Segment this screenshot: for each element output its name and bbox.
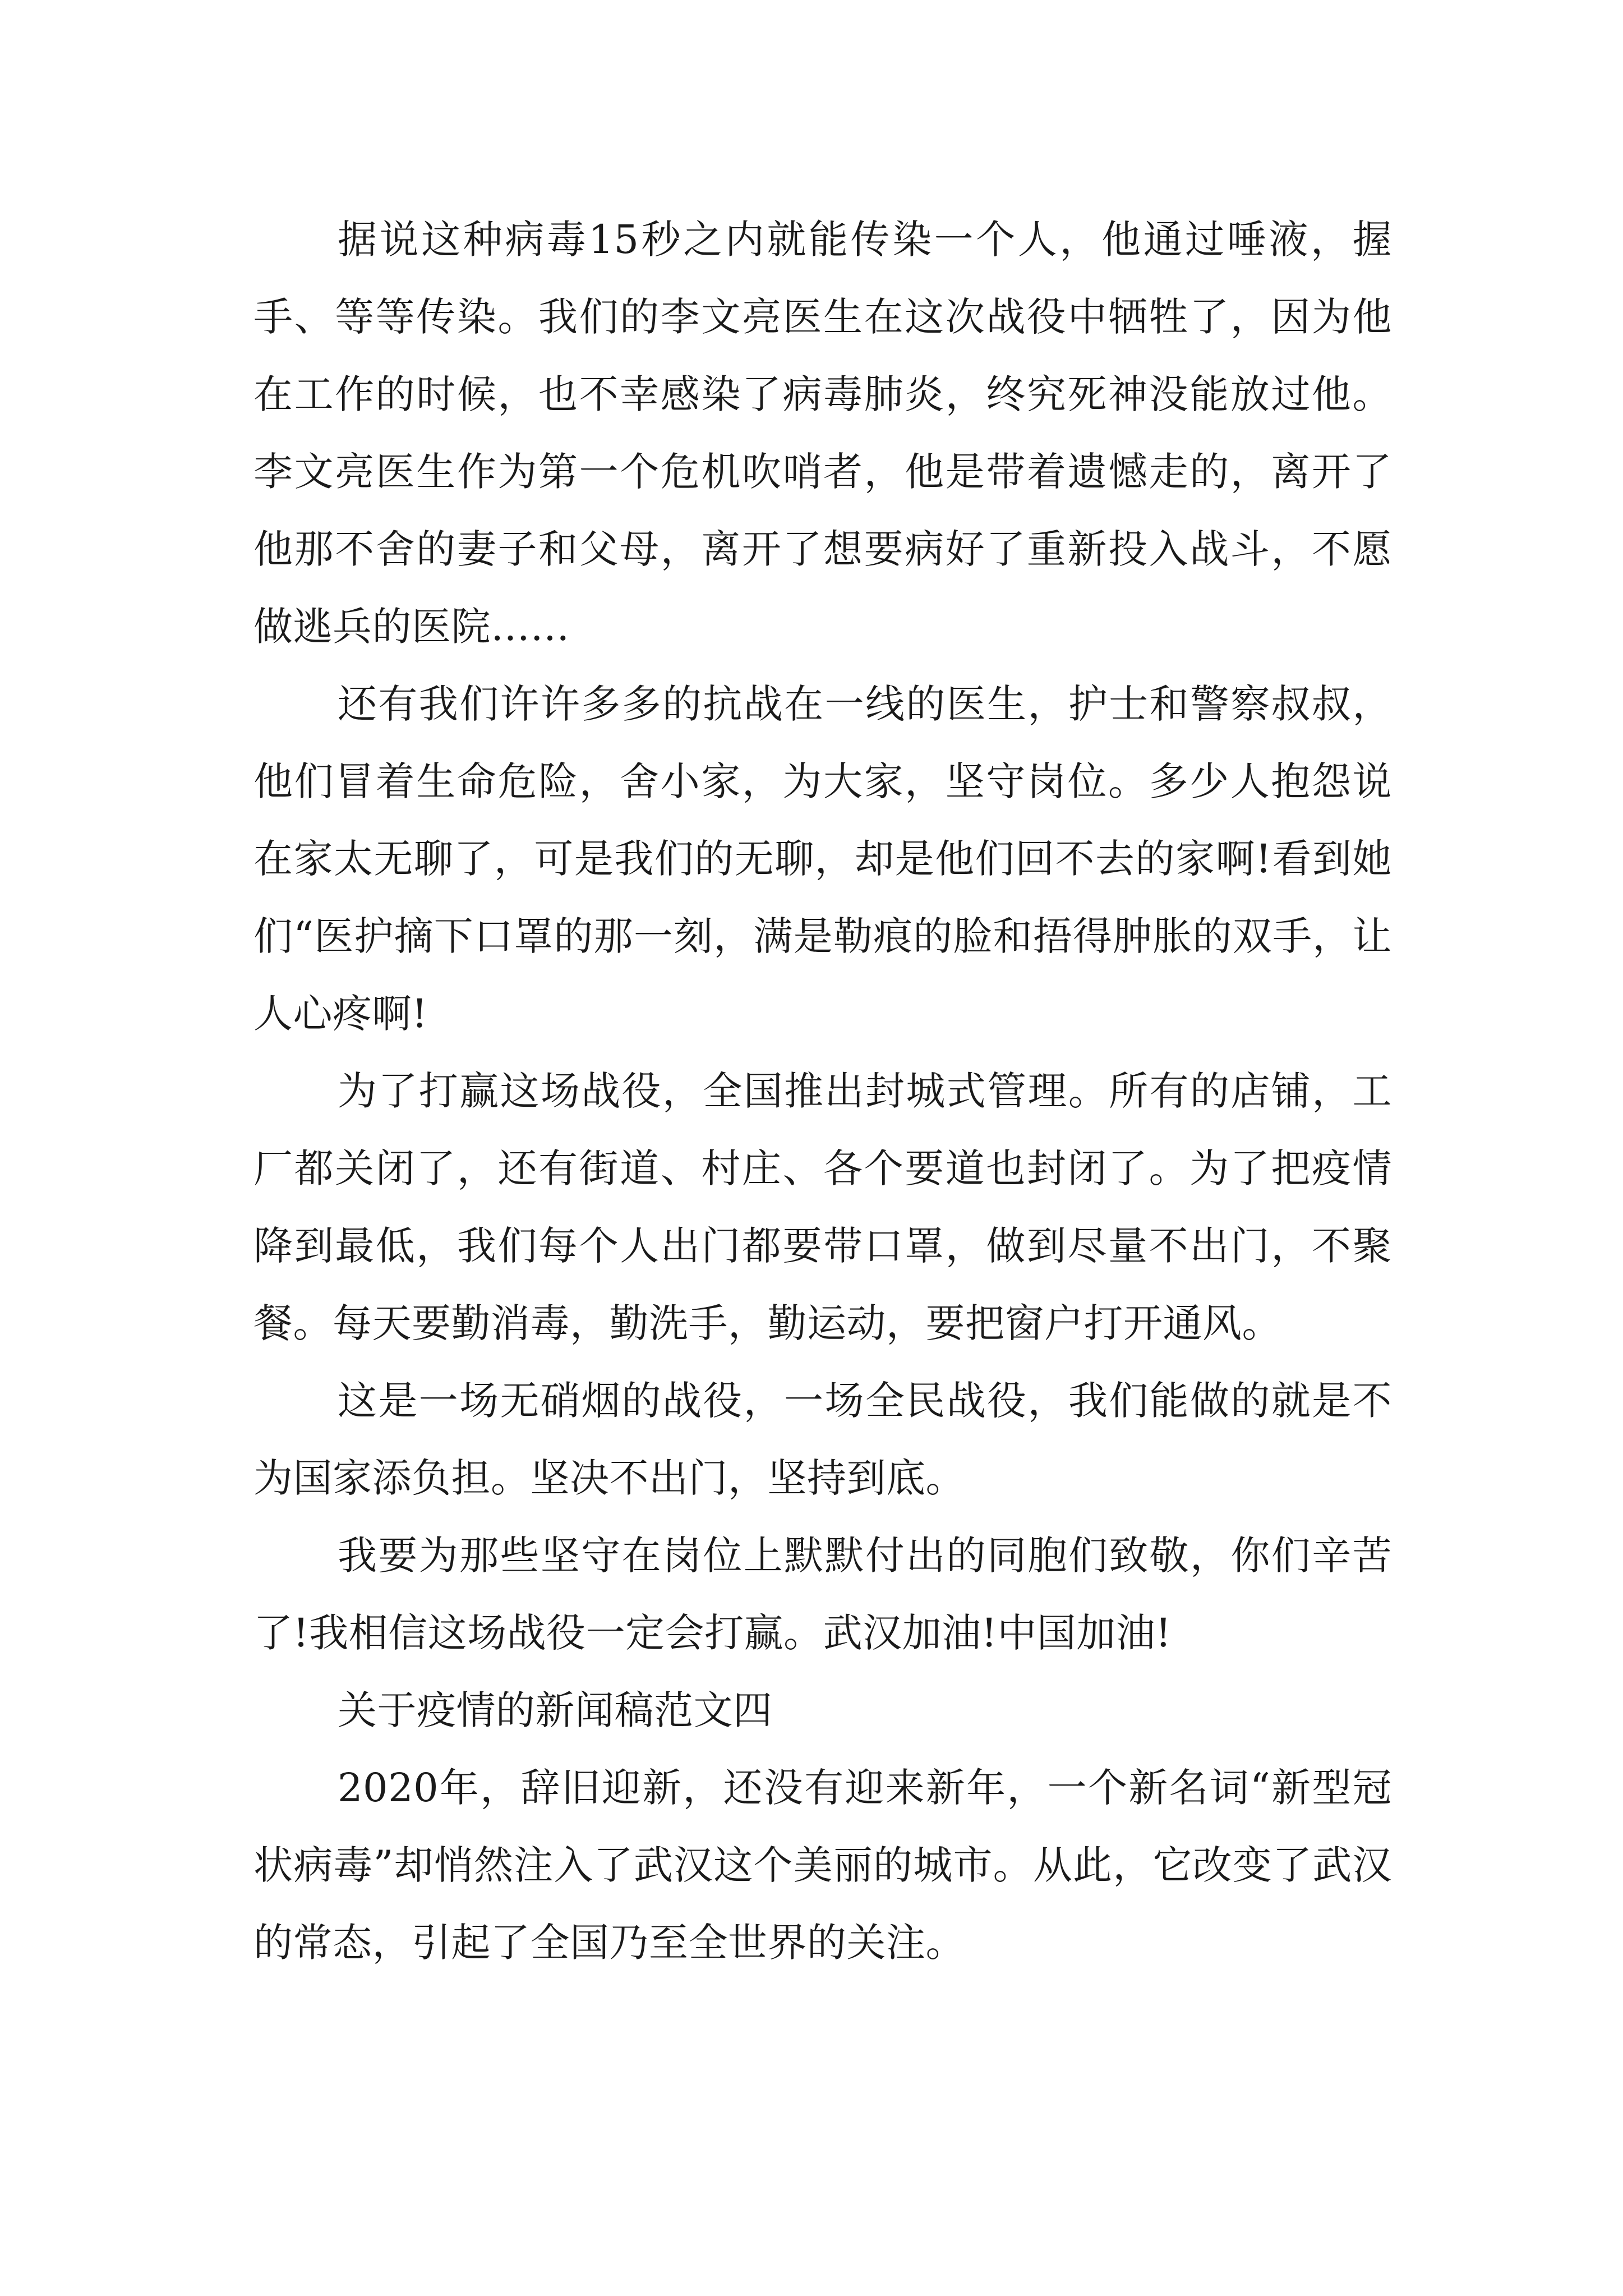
paragraph: 我要为那些坚守在岗位上默默付出的同胞们致敬，你们辛苦了!我相信这场战役一定会打赢。武汉加油!中国加油! [253,1533,1392,1656]
paragraph: 据说这种病毒15秒之内就能传染一个人，他通过唾液，握手、等等传染。我们的李文亮医生在这次战役中牺牲了，因为他在工作的时候，也不幸感染了病毒肺炎，终究死神没能放过他。李文亮医生作为第一个危机吹哨者，他是带着遗憾走的，离开了他那不舍的妻子和父母，离开了想要病好了重新投入战斗，不愿做逃兵的医院…… [253,217,1392,650]
paragraph: 2020年，辞旧迎新，还没有迎来新年，一个新名词“新型冠状病毒”却悄然注入了武汉这个美丽的城市。从此，它改变了武汉的常态，引起了全国乃至全世界的关注。 [253,1765,1392,1966]
paragraph: 为了打赢这场战役，全国推出封城式管理。所有的店铺，工厂都关闭了，还有街道、村庄、各个要道也封闭了。为了把疫情降到最低，我们每个人出门都要带口罩，做到尽量不出门，不聚餐。每天要勤消毒，勤洗手，勤运动，要把窗户打开通风。 [253,1068,1392,1346]
paragraph: 这是一场无硝烟的战役，一场全民战役，我们能做的就是不为国家添负担。坚决不出门，坚持到底。 [253,1378,1392,1501]
section-heading: 关于疫情的新闻稿范文四 [338,1687,773,1733]
document-body [253,201,1392,1981]
paragraph: 还有我们许许多多的抗战在一线的医生，护士和警察叔叔，他们冒着生命危险，舍小家，为大家，坚守岗位。多少人抱怨说在家太无聊了，可是我们的无聊，却是他们回不去的家啊!看到她们“医护摘下口罩的那一刻，满是勒痕的脸和捂得肿胀的双手，让人心疼啊! [253,681,1392,1037]
